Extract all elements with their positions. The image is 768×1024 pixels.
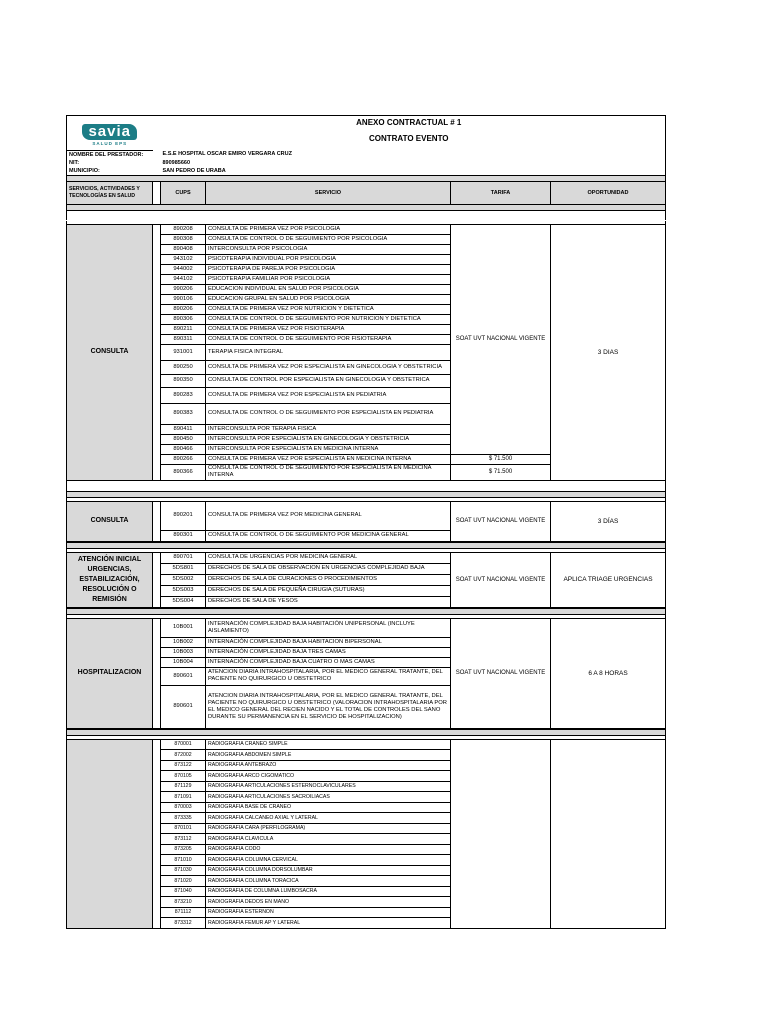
service-name: CONSULTA DE PRIMERA VEZ POR ESPECIALISTA EN MEDICINA INTERNA [206,454,451,464]
section-consulta-2 [66,498,666,542]
service-name: EDUCACION INDIVIDUAL EN SALUD POR PSICOLOGIA [206,284,451,294]
oportunidad-cell [551,739,666,928]
service-name: PSICOTERAPIA INDIVIDUAL POR PSICOLOGIA [206,254,451,264]
service-name: RADIOGRAFIA CALCANEO AXIAL Y LATERAL [206,813,451,824]
service-name: INTERCONSULTA POR TERAPIA FISICA [206,424,451,434]
oportunidad-cell: 3 DÍAS [551,501,666,541]
service-name: INTERCONSULTA POR PSICOLOGIA [206,244,451,254]
cups-code: 943102 [161,254,206,264]
service-name: EDUCACION GRUPAL EN SALUD POR PSICOLOGIA [206,294,451,304]
service-name: CONSULTA DE CONTROL O DE SEGUIMIENTO POR ESPECIALISTA EN PEDIATRIA [206,403,451,424]
section-radiologia [66,736,666,929]
service-name: RADIOGRAFIA CLAVICULA [206,834,451,845]
tarifa-cell: SOAT UVT NACIONAL VIGENTE [451,224,551,454]
service-name: ATENCION DIARIA INTRAHOSPITALARIA, POR EL MEDICO GENERAL TRATANTE, DEL PACIENTE NO QUIRURGICO U OBSTETRICO [206,667,451,685]
service-name: DERECHOS DE SALA DE YESOS [206,596,451,607]
col-oportunidad: OPORTUNIDAD [551,181,666,204]
service-name: CONSULTA DE PRIMERA VEZ POR MEDICINA GENERAL [206,501,451,530]
cups-code: 890206 [161,304,206,314]
cups-code: 872002 [161,750,206,761]
service-name: RADIOGRAFIA COLUMNA CERVICAL [206,855,451,866]
service-name: DERECHOS DE SALA DE CURACIONES O PROCEDIMIENTOS [206,574,451,585]
cups-code: 990106 [161,294,206,304]
cups-code: 944002 [161,264,206,274]
service-name: RADIOGRAFIA ESTERNON [206,907,451,918]
cups-code: 870001 [161,739,206,750]
cups-code: 871040 [161,886,206,897]
gap-block [66,542,666,549]
service-name: RADIOGRAFIA CARA (PERFILOGRAMA) [206,823,451,834]
cups-code: 890211 [161,324,206,334]
contract-title: CONTRATO EVENTO [153,128,666,148]
service-name: RADIOGRAFIA ARTICULACIONES SACROILIACAS [206,792,451,803]
cups-code: 890350 [161,374,206,387]
service-name: RADIOGRAFIA COLUMNA TORACICA [206,876,451,887]
service-name: DERECHOS DE SALA DE OBSERVACION EN URGENCIAS COMPLEJIDAD BAJA [206,563,451,574]
municipio-label: MUNICIPIO: [67,167,153,176]
col-servicios: SERVICIOS, ACTIVIDADES Y TECNOLOGÍAS EN SALUD [67,181,153,204]
service-name: RADIOGRAFIA CODO [206,844,451,855]
cups-code: 890411 [161,424,206,434]
table-row [67,618,666,637]
service-name: RADIOGRAFIA ARCO CIGOMATICO [206,771,451,782]
cups-code: 873335 [161,813,206,824]
service-name: INTERNACIÓN COMPLEJIDAD BAJA HABITACION BIPERSONAL [206,637,451,647]
service-name: RADIOGRAFIA ANTEBRAZO [206,760,451,771]
cups-code: 890601 [161,667,206,685]
service-name: RADIOGRAFIA ARTICULACIONES ESTERNOCLAVICULARES [206,781,451,792]
gap-block [66,481,666,498]
cups-code: 890366 [161,464,206,480]
service-name: CONSULTA DE CONTROL O DE SEGUIMIENTO POR FISIOTERAPIA [206,334,451,344]
cups-code: 5DS003 [161,585,206,596]
service-name: RADIOGRAFIA CRANEO SIMPLE [206,739,451,750]
logo-cell [67,116,153,151]
tarifa-cell: SOAT UVT NACIONAL VIGENTE [451,501,551,541]
cups-code: 873312 [161,918,206,929]
section-label: ATENCIÓN INICIAL URGENCIAS, ESTABILIZACIÓN, RESOLUCIÓN O REMISIÓN [67,552,153,607]
annex-title: ANEXO CONTRACTUAL # 1 [153,116,666,129]
service-name: RADIOGRAFIA FEMUR AP Y LATERAL [206,918,451,929]
gap-block [66,608,666,615]
cups-code: 871030 [161,865,206,876]
column-header-row [67,181,666,204]
service-name: CONSULTA DE CONTROL O DE SEGUIMIENTO POR NUTRICION Y DIETETICA [206,314,451,324]
cups-code: 890201 [161,501,206,530]
service-name: CONSULTA DE CONTROL O DE SEGUIMIENTO POR PSICOLOGIA [206,234,451,244]
service-name: RADIOGRAFIA COLUMNA DORSOLUMBAR [206,865,451,876]
cups-code: 10B001 [161,618,206,637]
section-label: HOSPITALIZACION [67,618,153,728]
section-urgencias [66,549,666,608]
section-hospitalizacion [66,615,666,729]
cups-code: 870101 [161,823,206,834]
municipio-value: SAN PEDRO DE URABA [161,167,666,176]
nit-value: 890985660 [161,159,666,167]
cups-code: 871091 [161,792,206,803]
cups-code: 890601 [161,685,206,728]
cups-code: 873210 [161,897,206,908]
tarifa-cell [451,739,551,928]
table-row [67,224,666,234]
section-consulta-1 [66,221,666,481]
cups-code: 890266 [161,454,206,464]
cups-code: 890383 [161,403,206,424]
col-servicio: SERVICIO [206,181,451,204]
contract-annex-sheet [66,115,665,929]
cups-code: 873122 [161,760,206,771]
service-name: CONSULTA DE CONTROL O DE SEGUIMIENTO POR MEDICINA GENERAL [206,530,451,541]
service-name: CONSULTA DE PRIMERA VEZ POR PSICOLOGIA [206,224,451,234]
logo-wordmark: savia [82,124,137,140]
service-name: PSICOTERAPIA FAMILIAR POR PSICOLOGIA [206,274,451,284]
cups-code: 890208 [161,224,206,234]
service-name: INTERNACIÓN COMPLEJIDAD BAJA CUATRO O MAS CAMAS [206,657,451,667]
oportunidad-cell: 3 DIAS [551,224,666,480]
cups-code: 990206 [161,284,206,294]
service-name: INTERCONSULTA POR ESPECIALISTA EN GINECOLOGIA Y OBSTETRICIA [206,434,451,444]
cups-code: 10B002 [161,637,206,647]
oportunidad-cell: 6 A 8 HORAS [551,618,666,728]
col-tarifa: TARIFA [451,181,551,204]
cups-code: 871010 [161,855,206,866]
service-name: CONSULTA DE PRIMERA VEZ POR FISIOTERAPIA [206,324,451,334]
service-name: DERECHOS DE SALA DE PEQUEÑA CIRUGIA (SUTURAS) [206,585,451,596]
cups-code: 871112 [161,907,206,918]
service-name: RADIOGRAFIA BASE DE CRANEO [206,802,451,813]
tarifa-price: $ 71.500 [451,464,551,480]
cups-code: 890306 [161,314,206,324]
cups-code: 944102 [161,274,206,284]
cups-code: 890283 [161,387,206,403]
service-name: PSICOTERAPIA DE PAREJA POR PSICOLOGIA [206,264,451,274]
section-label [67,739,153,928]
nit-label: NIT: [67,159,153,167]
service-name: CONSULTA DE PRIMERA VEZ POR NUTRICION Y DIETETICA [206,304,451,314]
tarifa-cell: SOAT UVT NACIONAL VIGENTE [451,552,551,607]
cups-code: 890311 [161,334,206,344]
table-row [67,501,666,530]
cups-code: 890301 [161,530,206,541]
annex-table [66,115,666,220]
section-label: CONSULTA [67,224,153,480]
tarifa-price: $ 71.500 [451,454,551,464]
cups-code: 890250 [161,360,206,374]
cups-code: 873205 [161,844,206,855]
service-name: RADIOGRAFIA DEDOS EN MANO [206,897,451,908]
tarifa-cell: SOAT UVT NACIONAL VIGENTE [451,618,551,728]
prestador-label: NOMBRE DEL PRESTADOR: [67,150,153,159]
service-name: CONSULTA DE PRIMERA VEZ POR ESPECIALISTA EN PEDIATRIA [206,387,451,403]
savia-logo [69,120,151,146]
col-cups: CUPS [161,181,206,204]
logo-subtitle: SALUD EPS [92,140,128,146]
cups-code: 10B003 [161,647,206,657]
service-name: CONSULTA DE URGENCIAS POR MEDICINA GENERAL [206,552,451,563]
section-label: CONSULTA [67,501,153,541]
cups-code: 931001 [161,344,206,360]
service-name: TERAPIA FISICA INTEGRAL [206,344,451,360]
oportunidad-cell: APLICA TRIAGE URGENCIAS [551,552,666,607]
service-name: RADIOGRAFIA DE COLUMNA LUMBOSACRA [206,886,451,897]
gap-block [66,729,666,736]
cups-code: 5DS004 [161,596,206,607]
table-row [67,552,666,563]
cups-code: 10B004 [161,657,206,667]
service-name: CONSULTA DE CONTROL O DE SEGUIMIENTO POR ESPECIALISTA EN MEDICINA INTERNA [206,464,451,480]
cups-code: 890408 [161,244,206,254]
service-name: RADIOGRAFIA ABDOMEN SIMPLE [206,750,451,761]
service-name: CONSULTA DE CONTROL POR ESPECIALISTA EN GINECOLOGIA Y OBSTETRICA [206,374,451,387]
table-row [67,739,666,750]
cups-code: 871020 [161,876,206,887]
service-name: INTERNACIÓN COMPLEJIDAD BAJA TRES CAMAS [206,647,451,657]
cups-code: 890308 [161,234,206,244]
cups-code: 890450 [161,434,206,444]
cups-code: 873112 [161,834,206,845]
service-name: ATENCION DIARIA INTRAHOSPITALARIA, POR EL MEDICO GENERAL TRATANTE, DEL PACIENTE NO QUIRURGICO U OBSTETRICO (VALORACION INTRAHOSPITALARIA POR EL MEDICO GENERAL DEL RECIEN NACIDO Y EL TOTAL DE CONTROLES DEL SANO DURANTE SU PERMANENCIA EN EL SERVICIO DE HOSPITALIZACION) [206,685,451,728]
cups-code: 890701 [161,552,206,563]
cups-code: 5DS801 [161,563,206,574]
cups-code: 871129 [161,781,206,792]
service-name: CONSULTA DE PRIMERA VEZ POR ESPECIALISTA EN GINECOLOGIA Y OBSTETRICIA [206,360,451,374]
cups-code: 5DS002 [161,574,206,585]
cups-code: 870105 [161,771,206,782]
service-name: INTERCONSULTA POR ESPECIALISTA EN MEDICINA INTERNA [206,444,451,454]
service-name: INTERNACIÓN COMPLEJIDAD BAJA HABITACIÓN UNIPERSONAL (INCLUYE AISLAMIENTO) [206,618,451,637]
prestador-value: E.S.E HOSPITAL OSCAR EMIRO VERGARA CRUZ [161,150,666,159]
cups-code: 870003 [161,802,206,813]
cups-code: 890466 [161,444,206,454]
